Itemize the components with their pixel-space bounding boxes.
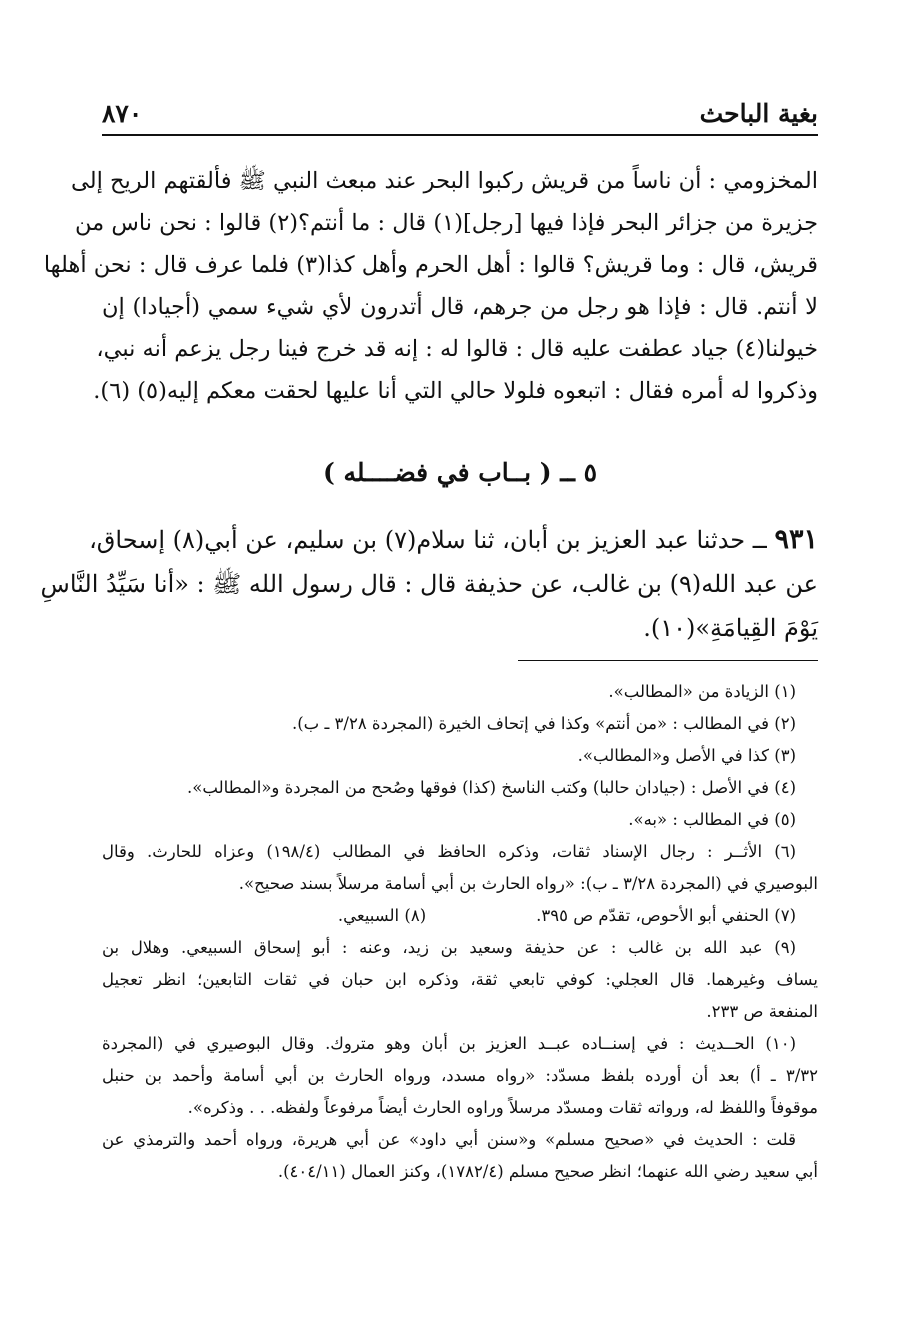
footnote-10: (١٠) الحــديث : في إسنــاده عبــد العزيز بن أبان وهو متروك. وقال البوصيري في (المجردة [102, 1034, 796, 1053]
footnote-5: (٥) في المطالب : «به». [628, 810, 796, 829]
footnote-8: (٨) السبيعي. [337, 906, 427, 925]
footnote-9-cont: المنفعة ص ٢٣٣. [706, 1002, 818, 1021]
footnote-6: (٦) الأثــر : رجال الإسناد ثقات، وذكره الحافظ في المطالب (١٩٨/٤) وعزاه للحارث. وقال [102, 842, 796, 861]
text-line: قريش، قال : وما قريش؟ قالوا : أهل الحرم وأهل كذا(٣) فلما عرف قال : نحن أهلها [43, 252, 818, 278]
footnote-10-cont: ٣/٣٢ ـ أ) بعد أن أورده بلفظ مسدّد: «رواه مسدد، ورواه الحارث بن أبي أسامة وأحمد بن حنبل [102, 1066, 818, 1085]
text-line: لا أنتم. قال : فإذا هو رجل من جرهم، قال أتدرون لأي شيء سمي (أجيادا) إن [102, 294, 818, 320]
hadith-line: عن عبد الله(٩) بن غالب، عن حذيفة قال : قال رسول الله ﷺ : «أنا سَيِّدُ النَّاسِ [40, 570, 818, 598]
text-line: وذكروا له أمره فقال : اتبعوه فلولا حالي التي أنا عليها لحقت معكم إليه(٥) (٦). [93, 378, 818, 404]
header-title: بغية الباحث [699, 99, 818, 128]
section-heading: ٥ ــ ( بــاب في فضــــله ) [322, 458, 598, 487]
main-text [43, 160, 818, 412]
footnote-separator [518, 660, 818, 661]
running-header [102, 88, 818, 136]
footnote-4: (٤) في الأصل : (جيادان حالبا) وكتب الناسخ (كذا) فوقها وصُحح من المجردة و«المطالب». [187, 778, 796, 797]
text-line: جزيرة من جزائر البحر فإذا فيها [رجل](١) قال : ما أنتم؟(٢) قالوا : نحن ناس من [75, 210, 818, 236]
footnote-7: (٧) الحنفي أبو الأحوص، تقدّم ص ٣٩٥. [536, 906, 796, 925]
hadith-line: يَوْمَ القِيامَةِ»(١٠). [643, 614, 818, 642]
hadith-block [40, 518, 818, 650]
footnote-10-note-cont: أبي سعيد رضي الله عنهما؛ انظر صحيح مسلم (١٧٨٢/٤)، وكنز العمال (٤٠٤/١١). [277, 1162, 818, 1181]
footnote-9: (٩) عبد الله بن غالب : عن حذيفة وسعيد بن زيد، وعنه : أبو إسحاق السبيعي. وهلال بن [102, 938, 796, 957]
page-number: ٨٧٠ [102, 99, 143, 128]
text-line: المخزومي : أن ناساً من قريش ركبوا البحر عند مبعث النبي ﷺ فألقتهم الريح إلى [71, 168, 818, 194]
footnote-2: (٢) في المطالب : «من أنتم» وكذا في إتحاف الخيرة (المجردة ٣/٢٨ ـ ب). [291, 714, 796, 733]
footnote-1: (١) الزيادة من «المطالب». [608, 682, 796, 701]
footnote-3: (٣) كذا في الأصل و«المطالب». [577, 746, 796, 765]
footnote-6-cont: البوصيري في (المجردة ٣/٢٨ ـ ب): «رواه الحارث بن أبي أسامة مرسلاً بسند صحيح». [238, 874, 818, 893]
hadith-line [89, 518, 818, 562]
footnote-9-cont: يساف وغيرهما. قال العجلي: كوفي تابعي ثقة، وذكره ابن حبان في ثقات التابعين؛ انظر تعجيل [102, 970, 818, 989]
hadith-number: ٩٣١ [774, 524, 818, 555]
text-line: خيولنا(٤) جياد عطفت عليه قال : قالوا له : إنه قد خرج فينا رجل يزعم أنه نبي، [96, 336, 818, 362]
footnote-10-note: قلت : الحديث في «صحيح مسلم» و«سنن أبي داود» عن أبي هريرة، ورواه أحمد والترمذي عن [102, 1130, 796, 1149]
footnotes-7-8 [102, 900, 818, 932]
footnotes [102, 676, 818, 1188]
hadith-text: ــ حدثنا عبد العزيز بن أبان، ثنا سلام(٧) بن سليم، عن أبي(٨) إسحاق، [89, 526, 767, 554]
footnote-10-cont: موقوفاً واللفظ له، ورواته ثقات ومسدّد مرسلاً وراوه الحارث أيضاً مرفوعاً ولفظه. . . وذكره». [187, 1098, 818, 1117]
